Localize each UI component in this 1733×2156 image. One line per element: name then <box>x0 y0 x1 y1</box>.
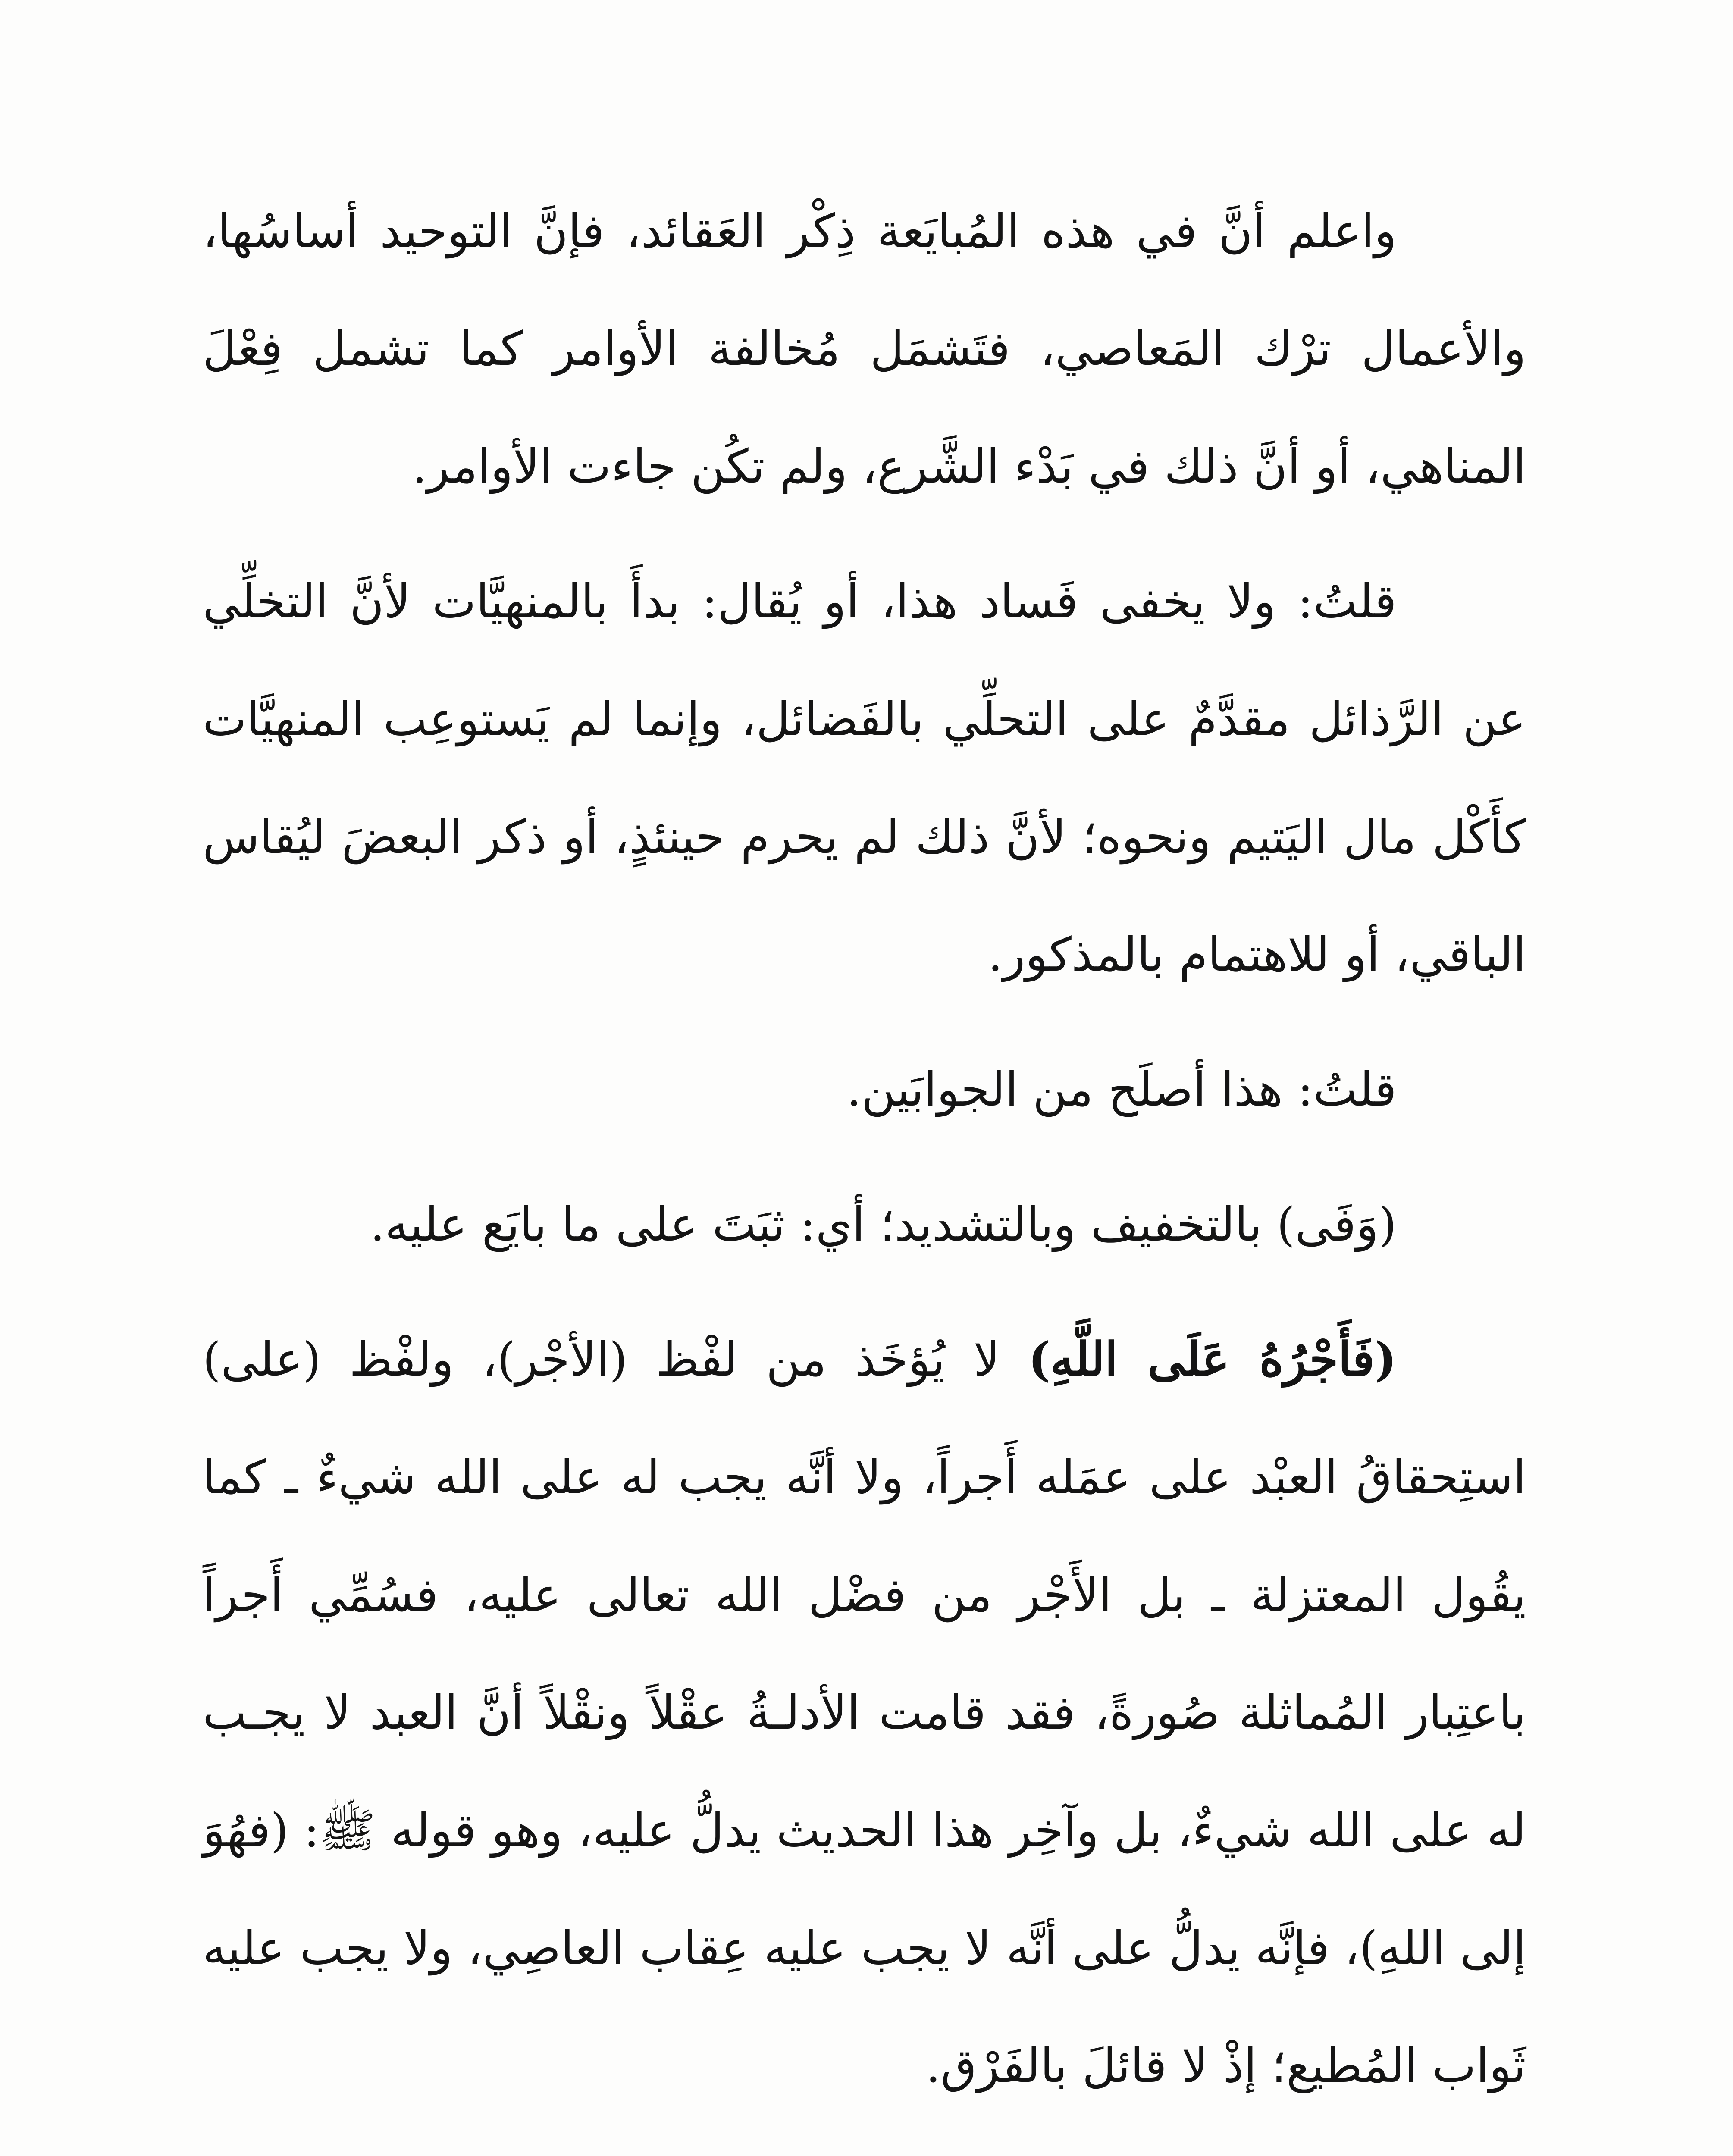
paragraph-1-text: واعلم أنَّ في هذه المُبايَعة ذِكْر العَقائد، فإنَّ التوحيد أساسُها، والأعمال ترْك المَعاصي، فتَشمَل مُخالفة الأوامر كما تشمل فِعْلَ المناهي، أو أنَّ ذلك في بَدْء الشَّرع، ولم تكُن جاءت الأوامر. <box>203 204 1526 494</box>
paragraph-4-text: (وَفَى) بالتخفيف وبالتشديد؛ أي: ثبَتَ على ما بايَع عليه. <box>370 1198 1397 1252</box>
paragraph-5-text: لا يُؤخَذ من لفْظ (الأجْر)، ولفْظ (على) استِحقاقُ العبْد على عمَله أَجراً، ولا أنَّه يجب له على الله شيءٌ ـ كما يقُول المعتزلة ـ بل الأَجْر من فضْل الله تعالى عليه، فسُمِّي أَجراً باعتِبار المُماثلة صُورةً، فقد قامت الأدلـةُ عقْلاً ونقْلاً أنَّ العبد لا يجـب له على الله شيءٌ، بل وآخِر هذا الحديث يدلُّ عليه، وهو قوله ﷺ: (فهُوَ إلى اللهِ)، فإنَّه يدلُّ على أنَّه لا يجب عليه عِقاب العاصِي، ولا يجب عليه ثَواب المُطيع؛ إذْ لا قائلَ بالفَرْق. <box>203 1333 1526 2093</box>
body-text <box>203 172 1526 2156</box>
paragraph-2-text: قلتُ: ولا يخفى فَساد هذا، أو يُقال: بدأَ بالمنهيَّات لأنَّ التخلِّي عن الرَّذائل مقدَّمٌ على التحلِّي بالفَضائل، وإنما لم يَستوعِب المنهيَّات كأَكْل مال اليَتيم ونحوه؛ لأنَّ ذلك لم يحرم حينئذٍ، أو ذكر البعضَ ليُقاس الباقي، أو للاهتمام بالمذكور. <box>203 575 1526 982</box>
paragraph-5-lead: (فَأَجْرُهُ عَلَى اللَّهِ) <box>1028 1332 1397 1387</box>
paragraph-5 <box>203 1301 1526 2125</box>
paragraph-2 <box>203 543 1526 1014</box>
paragraph-3-text: قلتُ: هذا أصلَح من الجوابَين. <box>846 1063 1397 1117</box>
paragraph-1 <box>203 172 1526 526</box>
paragraph-3 <box>203 1031 1526 1149</box>
paragraph-6 <box>203 2142 1526 2156</box>
paragraph-4 <box>203 1166 1526 1284</box>
